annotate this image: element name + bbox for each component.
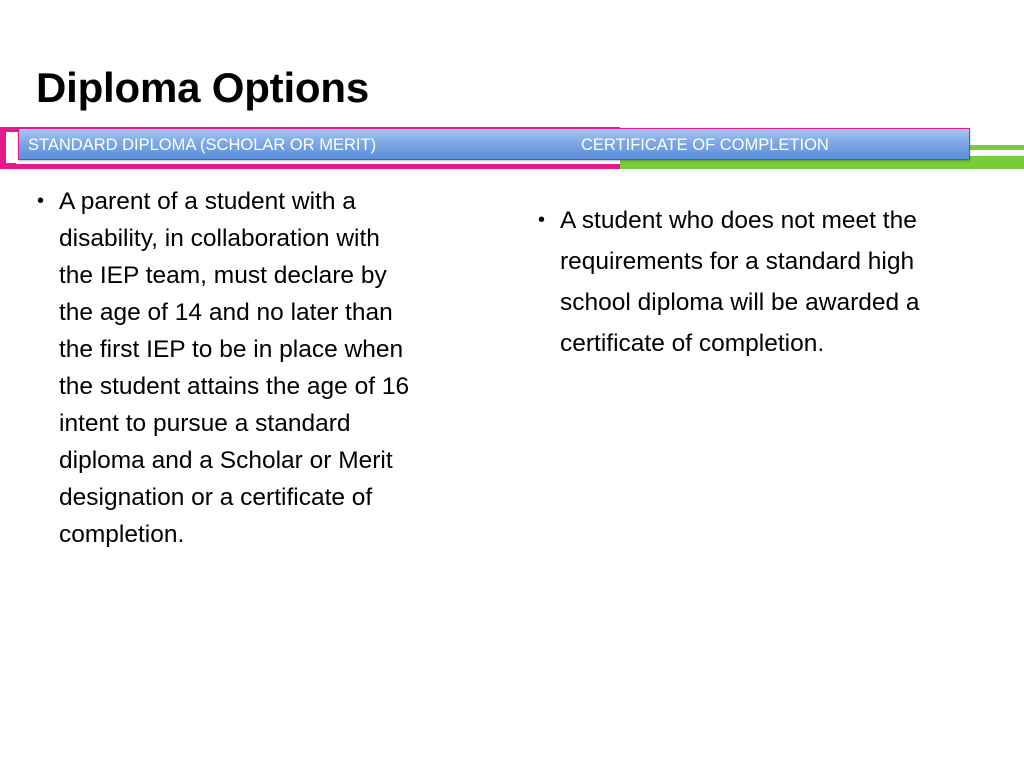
bullet-icon: • xyxy=(538,209,546,231)
standard-diploma-column xyxy=(37,183,412,553)
bullet-text: A parent of a student with a disability, in collaboration with the IEP team, must declare by the age of 14 and no later than the first IEP to be in place when the student attains the age of 16 intent to pursue a standard diploma and a Scholar or Merit designation or a certificate of completion. xyxy=(59,188,410,548)
bullet-icon: • xyxy=(37,190,45,212)
page-title: Diploma Options xyxy=(36,64,370,111)
header-certificate-of-completion: CERTIFICATE OF COMPLETION xyxy=(581,136,829,154)
accent-band-pink-tick xyxy=(0,163,16,169)
column-header-bar xyxy=(18,128,970,160)
header-standard-diploma: STANDARD DIPLOMA (SCHOLAR OR MERIT) xyxy=(28,136,377,154)
bullet-text: A student who does not meet the requirements for a standard high school diploma will be awarded a certificate of completion. xyxy=(560,207,920,357)
list-item xyxy=(538,200,938,364)
certificate-column xyxy=(538,200,938,364)
list-item xyxy=(37,183,412,553)
